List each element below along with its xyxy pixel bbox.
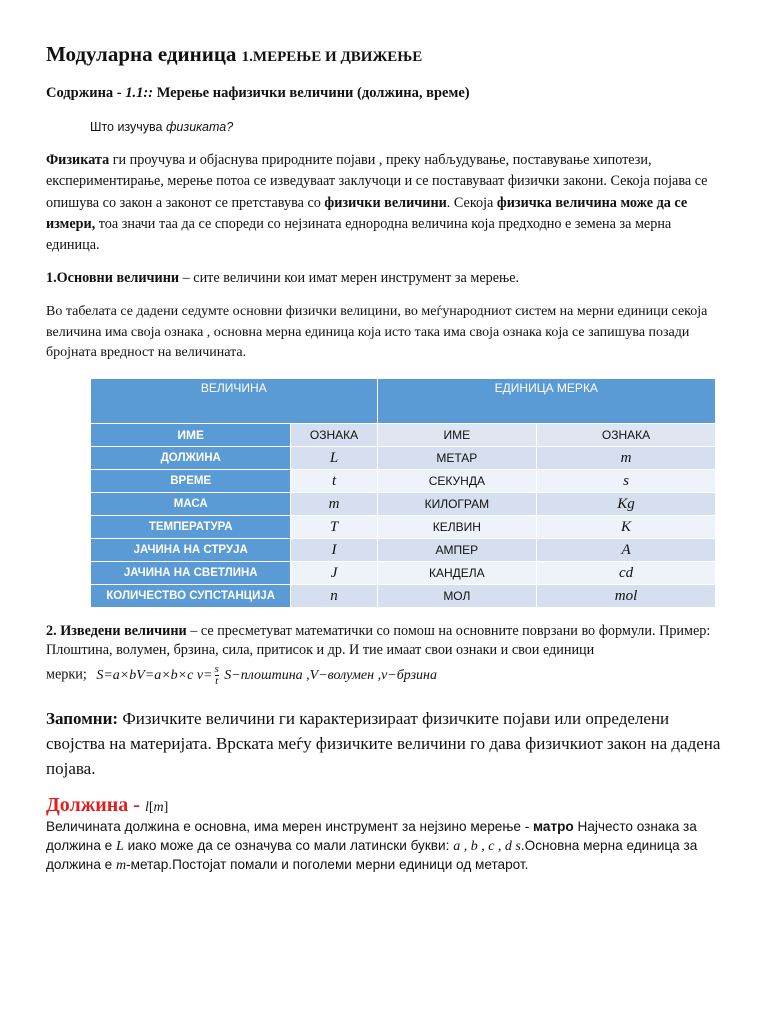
- table-row: [91, 516, 716, 539]
- quantity-name: ЈАЧИНА НА СТРУЈА: [91, 539, 291, 562]
- length-paragraph: [46, 818, 726, 876]
- unit-name: КЕЛВИН: [377, 516, 536, 539]
- remember-note: [46, 706, 726, 781]
- question-word: физиката?: [165, 120, 234, 134]
- formula-line: [46, 664, 437, 687]
- question-line: [90, 120, 233, 134]
- intro-bold-physics: Физиката: [46, 152, 110, 168]
- table-row: [91, 585, 716, 608]
- unit-name: КИЛОГРАМ: [377, 493, 536, 516]
- content-line: [46, 85, 470, 102]
- length-text-5: -метар.Постојат помали и поголеми мерни единици од метарот.: [126, 857, 529, 872]
- length-instrument: матро: [533, 819, 574, 834]
- table-row: [91, 493, 716, 516]
- length-bracket-close: ]: [163, 800, 169, 815]
- units-word: мерки;: [46, 666, 87, 683]
- table-row: [91, 539, 716, 562]
- quantity-name: ЈАЧИНА НА СВЕТЛИНА: [91, 562, 291, 585]
- quantity-symbol: t: [291, 470, 377, 493]
- remember-text: Физичките величини ги карактеризираат физичките појави или определени својства на материјата. Врската меѓу физичките величини го дава физичкиот закон на дадена појава.: [46, 709, 721, 778]
- table-row: [91, 470, 716, 493]
- quantity-symbol: T: [291, 516, 377, 539]
- formula-part-b: S−плоштина ,V−волумен ,v−брзина: [220, 667, 437, 683]
- length-symbol-L: L: [116, 838, 124, 854]
- subheader-unit-name: ИМЕ: [377, 424, 536, 447]
- length-dash: -: [128, 794, 145, 816]
- formula: [96, 663, 437, 687]
- quantity-symbol: J: [291, 562, 377, 585]
- unit-symbol: s: [537, 470, 716, 493]
- quantity-name: КОЛИЧЕСТВО СУПСТАНЦИЈА: [91, 585, 291, 608]
- unit-symbol: A: [537, 539, 716, 562]
- length-symbol: l: [144, 800, 149, 815]
- unit-symbol: K: [537, 516, 716, 539]
- intro-paragraph: [46, 150, 726, 256]
- length-text-2: Најчесто ознака за должина е: [46, 819, 697, 853]
- intro-bold-measurable: физичка величина може да се измери,: [46, 194, 688, 232]
- quantity-name: МАСА: [91, 493, 291, 516]
- subheader-symbol: ОЗНАКА: [291, 424, 377, 447]
- quantity-symbol: n: [291, 585, 377, 608]
- unit-symbol: m: [537, 447, 716, 470]
- length-bracket-open: [: [148, 800, 154, 815]
- module-title: [46, 42, 422, 67]
- unit-name: КАНДЕЛА: [377, 562, 536, 585]
- question-prefix: Што изучува: [90, 120, 166, 134]
- unit-symbol: Kg: [537, 493, 716, 516]
- quantity-symbol: m: [291, 493, 377, 516]
- header-quantity: ВЕЛИЧИНА: [91, 379, 378, 424]
- table-intro-paragraph: Во табелата се дадени седумте основни физички велицини, во меѓународниот систем на мерни единици секоја величина има своја ознака , основна мерна единица која исто така има своја ознака која се запишува позади бројната вредност на величината.: [46, 304, 708, 360]
- subheader-unit-symbol: ОЗНАКА: [537, 424, 716, 447]
- fraction-denominator: t: [215, 675, 219, 687]
- length-unit: m: [153, 800, 164, 815]
- fraction-numerator: s: [214, 663, 219, 675]
- unit-symbol: mol: [537, 585, 716, 608]
- quantity-name: ТЕМПЕРАТУРА: [91, 516, 291, 539]
- quantity-name: ДОЛЖИНА: [91, 447, 291, 470]
- length-label: Должина: [46, 794, 129, 816]
- length-letters: a , b , c , d s: [453, 838, 521, 854]
- basic-quantities-text: – сите величини кои имат мерен инструмент за мерење.: [179, 270, 520, 286]
- intro-text-1: ги проучува и објаснува природните појави , преку набљудување, поставување хипотези, експериментирање, мерење потоа се изведуваат заклучоци и се поставуваат физички закони. Секоја појава се опишува со закон а законот се претставува со: [46, 152, 708, 211]
- content-label: Содржина -: [46, 85, 126, 101]
- unit-name: МЕТАР: [377, 447, 536, 470]
- derived-quantities-bold: 2. Изведени величини: [46, 623, 187, 639]
- basic-quantities-bold: 1.Основни величини: [46, 270, 180, 286]
- formula-part-a: S=a×bV=a×b×c v=: [96, 667, 213, 683]
- table-row: [91, 562, 716, 585]
- table-header-row: [91, 379, 716, 424]
- derived-quantities-text: – се пресметуват математички со помош на основните поврзани во формули. Пример: Плоштина, волумен, брзина, сила, притисок и др. И тие имаат свои ознаки и свои единици: [46, 623, 711, 658]
- intro-text-3: тоа значи таа да се спореди со нејзината еднородна величина која предходно е земена за мерна единица.: [46, 215, 672, 254]
- unit-name: АМПЕР: [377, 539, 536, 562]
- unit-name: МОЛ: [377, 585, 536, 608]
- derived-quantities-paragraph: [46, 622, 726, 659]
- quantity-symbol: L: [291, 447, 377, 470]
- unit-name: СЕКУНДА: [377, 470, 536, 493]
- table-row: [91, 447, 716, 470]
- length-text-1: Величината должина е основна, има мерен инструмент за нејзино мерење -: [46, 819, 534, 834]
- length-text-4: .Основна мерна единица за должина е: [46, 837, 698, 872]
- quantity-symbol: I: [291, 539, 377, 562]
- basic-quantities-heading: [46, 270, 519, 287]
- unit-symbol: cd: [537, 562, 716, 585]
- length-symbol-m: m: [116, 858, 127, 873]
- quantity-name: ВРЕМЕ: [91, 470, 291, 493]
- length-heading: [46, 794, 168, 817]
- intro-bold-quantities: физички величини: [324, 194, 447, 211]
- length-text-3: иако може да се означува со мали латински букви:: [123, 837, 454, 853]
- intro-text-2: . Секоја: [446, 194, 497, 211]
- subheader-name: ИМЕ: [91, 424, 291, 447]
- module-title-main: Модуларна единица: [46, 42, 237, 66]
- content-number: 1.1::: [125, 85, 154, 101]
- units-table: [90, 378, 716, 608]
- table-subheader-row: [91, 424, 716, 447]
- content-text: Мерење нафизички величини (должина, време): [153, 85, 470, 101]
- header-unit: ЕДИНИЦА МЕРКА: [377, 379, 715, 424]
- module-title-sub: 1.МЕРЕЊЕ И ДВИЖЕЊЕ: [241, 49, 423, 65]
- remember-label: Запомни:: [46, 709, 119, 728]
- velocity-fraction: [215, 664, 219, 687]
